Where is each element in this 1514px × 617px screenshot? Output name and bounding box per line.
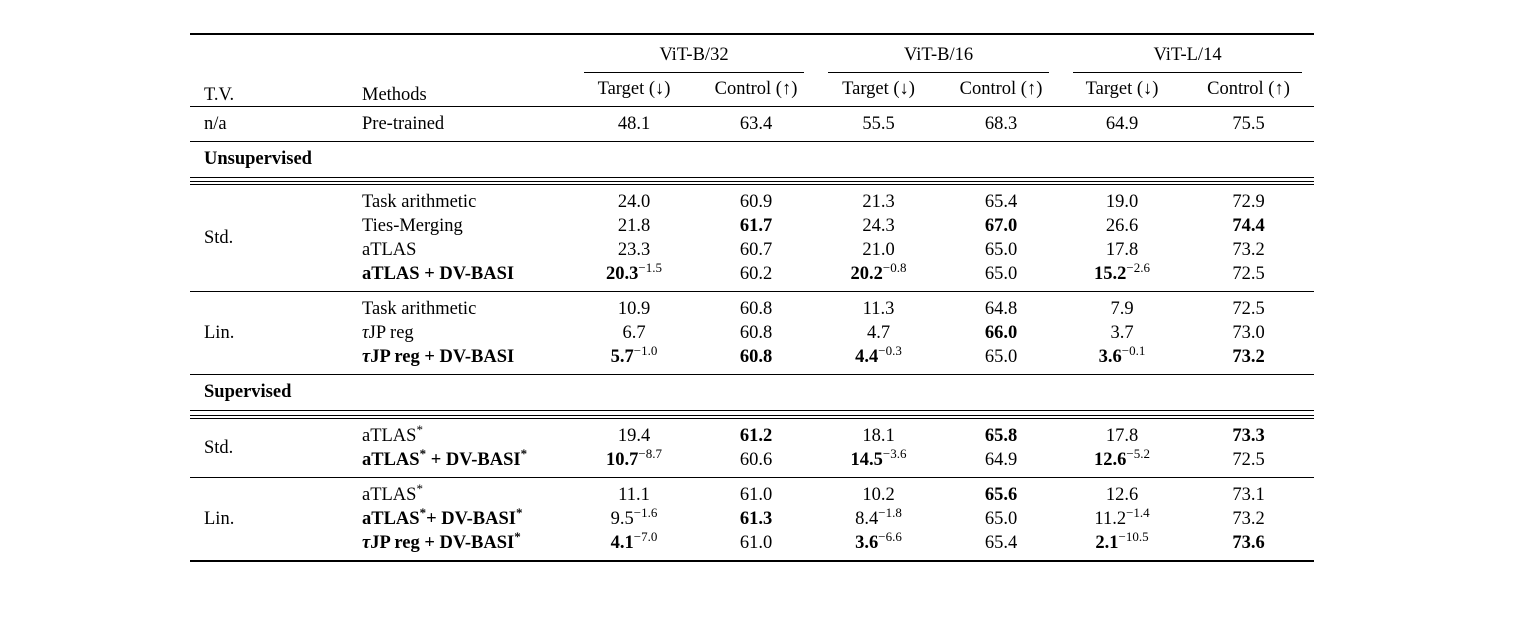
value: 5.7 [610,347,634,367]
value-cell [572,106,696,141]
value-delta-sup: −6.6 [878,528,902,544]
method-cell [360,528,572,561]
value-cell [696,345,816,375]
value: 64.9 [984,449,1018,470]
method-text: τ [362,323,369,343]
group-label-vit-b16: ViT-B/16 [828,45,1049,73]
value: 75.5 [1232,113,1265,134]
value-cell [816,259,941,292]
value: 74.4 [1232,216,1265,236]
value-cell [1061,504,1183,531]
tv-group-cell: Std. [204,228,234,248]
method-cell [360,292,572,322]
value-cell [572,259,696,292]
method-label [362,421,423,446]
method-text: aTLAS [362,449,420,470]
value: 10.7 [606,449,639,470]
value-cell [1183,106,1314,141]
value-cell [696,531,816,561]
value-cell [696,448,816,478]
method-cell [360,321,572,345]
method-label [362,216,463,236]
value: 7.9 [1110,299,1134,319]
value: 64.8 [984,299,1018,319]
method-asterisk: * [520,445,528,461]
value-cell [572,214,696,238]
value: 60.9 [739,192,773,212]
value: 73.0 [1232,323,1265,343]
value-cell [1061,259,1183,292]
value: 48.1 [617,113,651,134]
method-row [190,417,1314,448]
value-cell [941,417,1061,448]
value: 9.5 [610,508,634,529]
value: 60.8 [739,347,773,367]
value: 4.1 [610,532,634,553]
value: 17.8 [1105,425,1139,446]
value-delta-sup: −2.6 [1126,259,1151,275]
value-cell [572,528,696,561]
value: 72.5 [1232,449,1265,470]
value-delta-sup: −1.6 [633,504,658,520]
value: 8.4 [855,508,879,529]
value: 72.5 [1232,264,1265,284]
value: 61.3 [739,508,773,529]
method-text: Task arithmetic [362,192,477,212]
value: 73.3 [1232,425,1265,446]
group-header-row [190,34,1314,73]
row-pretrained [190,106,1314,141]
value: 65.0 [984,347,1018,367]
value: 61.7 [739,216,773,236]
value: 60.2 [739,264,773,284]
method-label [362,445,528,470]
value: 55.5 [862,113,895,134]
method-text: aTLAS [362,240,417,260]
value: 65.0 [984,508,1018,529]
tv-group-cell: Lin. [204,508,235,529]
method-text: aTLAS [362,508,420,529]
value-delta-sup: −3.6 [882,445,907,461]
value-cell [696,106,816,141]
method-asterisk: * [419,445,427,461]
value-cell [1183,238,1314,262]
col-header-control-b32: Control (↑) [714,78,798,99]
value: 60.7 [739,240,773,260]
value: 65.0 [984,264,1018,284]
value: 21.3 [862,192,895,212]
value: 73.6 [1232,532,1265,553]
col-group-vit-b32 [572,34,816,73]
method-label [362,114,444,134]
section-row [190,375,1314,411]
value-cell [1183,183,1314,214]
method-label [362,323,414,343]
value: 66.0 [984,323,1018,343]
col-header-methods: Methods [362,84,427,105]
value: 15.2 [1094,264,1127,284]
value: 3.6 [855,532,879,553]
method-label [362,480,423,505]
value: 68.3 [984,113,1018,134]
method-asterisk: * [416,480,423,496]
value-cell [572,477,696,507]
value: 14.5 [850,449,883,470]
value: 2.1 [1095,532,1119,553]
value: 26.6 [1105,216,1139,236]
results-table [190,33,1314,562]
method-asterisk: * [515,504,523,520]
value: 65.4 [984,192,1018,212]
method-text: JP reg [368,323,414,343]
value: 11.1 [618,484,650,505]
value: 18.1 [862,425,895,446]
method-label [362,192,476,212]
results-table-body [190,106,1314,561]
method-asterisk: * [514,528,521,544]
value: 4.4 [855,347,879,367]
group-label-vit-l14: ViT-L/14 [1073,45,1302,73]
value: 61.2 [739,425,773,446]
value: 73.2 [1232,240,1265,260]
value: 19.0 [1105,192,1139,212]
value: 12.6 [1105,484,1139,505]
value-delta-sup: −8.7 [638,445,662,461]
value-cell [696,214,816,238]
value: 24.0 [617,192,651,212]
value: 61.0 [739,532,773,553]
value-cell [816,477,941,507]
value-cell [572,183,696,214]
method-cell [360,238,572,262]
method-cell [360,504,572,531]
value-cell [941,214,1061,238]
value-cell [941,106,1061,141]
value: 64.9 [1105,113,1139,134]
value-cell [941,292,1061,322]
value-cell [1061,528,1183,561]
tv-group-cell: Lin. [204,323,235,343]
table-header [190,34,1314,106]
value-cell [816,214,941,238]
value: 23.3 [617,240,651,260]
col-header-control-l14: Control (↑) [1207,78,1290,99]
value: 17.8 [1105,240,1139,260]
value-cell [941,262,1061,292]
value-cell [696,262,816,292]
value-cell [572,238,696,262]
value: 65.8 [984,425,1018,446]
value-cell [572,342,696,375]
method-label [362,240,416,260]
value-cell [816,238,941,262]
value-delta-sup: −1.5 [638,259,662,275]
method-text: aTLAS [362,484,417,505]
value-cell [816,445,941,478]
col-group-vit-b16 [816,34,1061,73]
method-cell [360,214,572,238]
value: 67.0 [984,216,1018,236]
value-delta-sup: −0.1 [1121,342,1146,358]
method-label [362,264,514,284]
value-cell [816,504,941,531]
method-cell [360,183,572,214]
value-cell [696,321,816,345]
value-delta-sup: −1.4 [1126,504,1150,520]
value-cell [1061,106,1183,141]
value-cell [696,292,816,322]
value: 72.5 [1232,299,1265,319]
method-text: aTLAS + DV-BASI [362,264,515,284]
value: 73.2 [1232,347,1265,367]
value-cell [1061,417,1183,448]
value-cell [941,345,1061,375]
section-row [190,141,1314,177]
value-cell [1183,321,1314,345]
value-delta-sup: −7.0 [633,528,658,544]
method-cell [360,477,572,507]
value: 12.6 [1094,449,1127,470]
col-header-target-b16: Target (↓) [842,78,915,99]
value-cell [1061,214,1183,238]
value: 11.3 [862,299,895,319]
method-cell [360,417,572,448]
value-cell [941,477,1061,507]
value-cell [696,477,816,507]
method-text: aTLAS [362,425,417,446]
value: 65.0 [984,240,1018,260]
method-row [190,292,1314,322]
value: 6.7 [622,323,646,343]
method-row [190,183,1314,214]
method-row [190,477,1314,507]
method-text: + DV-BASI [426,508,516,529]
value-cell [941,448,1061,478]
method-cell [360,106,572,141]
value-delta-sup: −1.8 [878,504,902,520]
method-text: + DV-BASI [426,449,521,470]
value-cell [1183,417,1314,448]
value-delta-sup: −5.2 [1126,445,1151,461]
section-label-cell: Supervised [190,375,1314,411]
method-asterisk: * [416,421,423,437]
value: 20.3 [606,264,639,284]
value: 21.8 [617,216,651,236]
value-cell [1061,292,1183,322]
value-cell [941,321,1061,345]
value-cell [1061,342,1183,375]
value: 20.2 [850,264,883,284]
col-header-control-b16: Control (↑) [959,78,1043,99]
value-cell [816,342,941,375]
value-cell [1183,262,1314,292]
value-cell [1061,238,1183,262]
value-cell [572,321,696,345]
value-cell [572,445,696,478]
value-cell [1183,345,1314,375]
method-text: JP reg + DV-BASI [370,347,515,367]
value-cell [941,183,1061,214]
value-cell [816,528,941,561]
value-cell [816,417,941,448]
value: 24.3 [862,216,895,236]
method-asterisk: * [419,504,427,520]
value-cell [696,417,816,448]
method-text: τ [362,347,371,367]
method-label [362,347,514,367]
value: 3.6 [1098,347,1122,367]
value-cell [816,183,941,214]
value-cell [816,292,941,322]
value: 11.2 [1094,508,1127,529]
value: 4.7 [866,323,891,343]
method-cell [360,262,572,292]
value-delta-sup: −1.0 [633,342,658,358]
method-cell [360,345,572,375]
value: 21.0 [862,240,895,260]
group-label-vit-b32: ViT-B/32 [584,45,804,73]
value: 73.1 [1232,484,1265,505]
value-cell [816,106,941,141]
value-cell [572,292,696,322]
value: 63.4 [739,113,773,134]
method-cell [360,445,572,478]
value: 10.9 [617,299,651,319]
value-cell [941,531,1061,561]
value-cell [1183,477,1314,507]
value-cell [696,238,816,262]
value-cell [1061,445,1183,478]
col-header-tv: T.V. [204,84,235,105]
method-label [362,504,523,529]
value-cell [1183,531,1314,561]
page [0,33,1514,617]
col-header-target-l14: Target (↓) [1085,78,1159,99]
value: 72.9 [1232,192,1265,212]
value: 60.8 [739,323,773,343]
value-cell [1183,448,1314,478]
col-group-vit-l14 [1061,34,1314,73]
col-header-target-b32: Target (↓) [597,78,671,99]
value: 61.0 [739,484,773,505]
value-cell [1061,477,1183,507]
method-text: JP reg + DV-BASI [370,532,515,553]
method-label [362,528,521,553]
value: 65.6 [984,484,1018,505]
value-cell [816,321,941,345]
tv-cell: n/a [204,113,227,134]
value: 10.2 [862,484,895,505]
value: 19.4 [617,425,651,446]
value-cell [941,507,1061,531]
value-delta-sup: −0.3 [878,342,902,358]
section-label-cell: Unsupervised [190,141,1314,177]
value-cell [1061,183,1183,214]
value: 60.8 [739,299,773,319]
value-cell [941,238,1061,262]
method-text: Ties-Merging [362,216,463,236]
method-label [362,299,476,319]
method-text: Task arithmetic [362,299,477,319]
value-cell [696,507,816,531]
value: 3.7 [1110,323,1134,343]
value-delta-sup: −0.8 [882,259,907,275]
value-cell [572,504,696,531]
value: 73.2 [1232,508,1265,529]
value-cell [1183,292,1314,322]
value: 60.6 [739,449,773,470]
value-cell [1061,321,1183,345]
value-cell [572,417,696,448]
value-cell [696,183,816,214]
tv-group-cell: Std. [204,437,234,458]
value-delta-sup: −10.5 [1118,528,1149,544]
method-text: Pre-trained [362,113,445,134]
value-cell [1183,214,1314,238]
method-text: τ [362,532,371,553]
value-cell [1183,507,1314,531]
value: 65.4 [984,532,1018,553]
